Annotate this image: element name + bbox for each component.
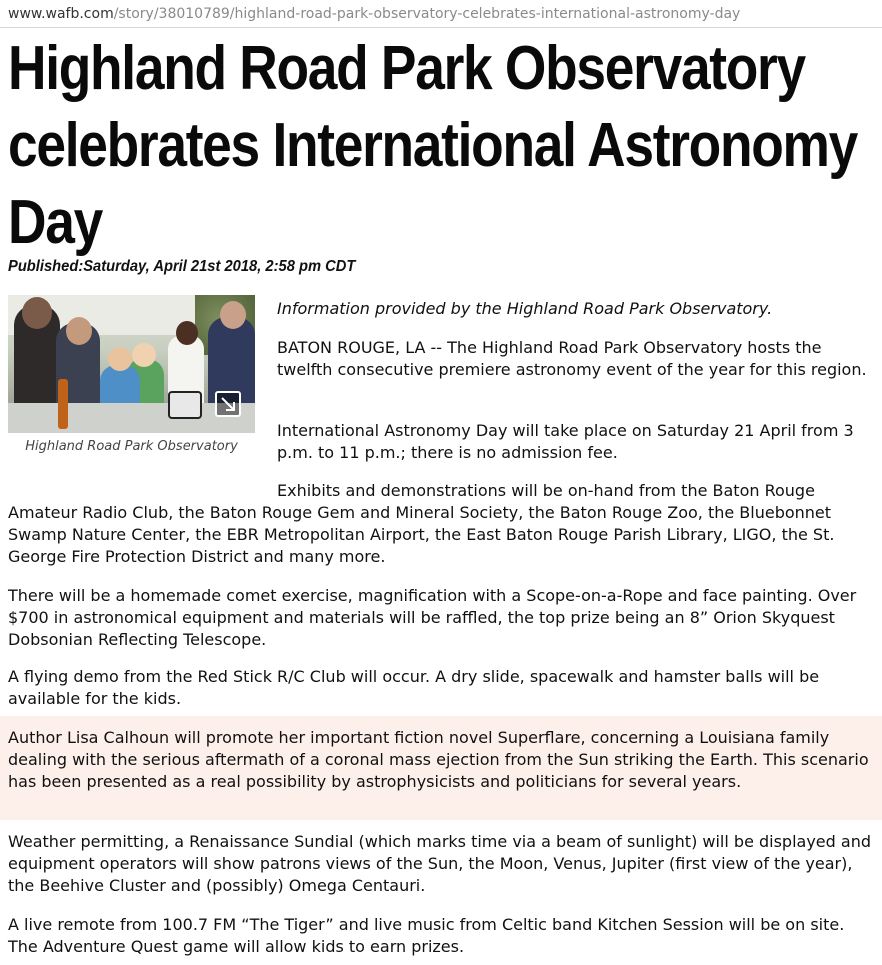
article-paragraph: A live remote from 100.7 FM “The Tiger” and live music from Celtic band Kitchen Session will be on site. The Adventure Quest game will allow kids to earn prizes. bbox=[8, 915, 845, 956]
expand-icon[interactable] bbox=[215, 391, 241, 417]
article-paragraph: There will be a homemade comet exercise, magnification with a Scope-on-a-Rope and face painting. Over $700 in astronomical equipment and materials will be raffled, the top prize being an 8” Orion Skyquest Dobsonian Reflecting Telescope. bbox=[8, 586, 857, 649]
article-photo[interactable] bbox=[8, 295, 255, 433]
highlighted-paragraph: Author Lisa Calhoun will promote her important fiction novel Superflare, concerning a Louisiana family dealing with the serious aftermath of a coronal mass ejection from the Sun striking the Earth. This scenario has been presented as a real possibility by astrophysicists and politicians for several years. bbox=[8, 728, 869, 791]
address-bar[interactable] bbox=[0, 0, 882, 28]
url-host: www.wafb.com bbox=[8, 6, 114, 22]
article-paragraph bbox=[8, 480, 878, 568]
published-date: Saturday, April 21st 2018, 2:58 pm CDT bbox=[83, 258, 356, 275]
article-paragraph: International Astronomy Day will take place on Saturday 21 April from 3 p.m. to 11 p.m.; there is no admission fee. bbox=[277, 421, 854, 462]
image-caption: Highland Road Park Observatory bbox=[25, 439, 238, 454]
url-path: /story/38010789/highland-road-park-observatory-celebrates-international-astronomy-day bbox=[113, 6, 741, 22]
article-paragraph: A flying demo from the Red Stick R/C Club will occur. A dry slide, spacewalk and hamster balls will be available for the kids. bbox=[8, 667, 820, 708]
article-paragraph: Weather permitting, a Renaissance Sundial (which marks time via a beam of sunlight) will be displayed and equipment operators will show patrons views of the Sun, the Moon, Venus, Jupiter (first view of the year), the Beehive Cluster and (possibly) Omega Centauri. bbox=[8, 832, 871, 895]
article-figure bbox=[8, 295, 255, 457]
exhibits-text: Exhibits and demonstrations will be on-hand from the Baton Rouge Amateur Radio Club, the Baton Rouge Gem and Mineral Society, the Baton Rouge Zoo, the Bluebonnet Swamp Nature Center, the EBR Metropolitan Airport, the East Baton Rouge Parish Library, LIGO, the St. George Fire Protection District and many more. bbox=[8, 481, 835, 566]
published-line bbox=[8, 256, 355, 278]
published-label: Published: bbox=[8, 258, 84, 275]
article-intro: Information provided by the Highland Road Park Observatory. bbox=[277, 299, 773, 318]
article-headline: Highland Road Park Observatory celebrates International Astronomy Day bbox=[8, 34, 857, 257]
article-paragraph: BATON ROUGE, LA -- The Highland Road Park Observatory hosts the twelfth consecutive premiere astronomy event of the year for this region. bbox=[277, 338, 867, 379]
